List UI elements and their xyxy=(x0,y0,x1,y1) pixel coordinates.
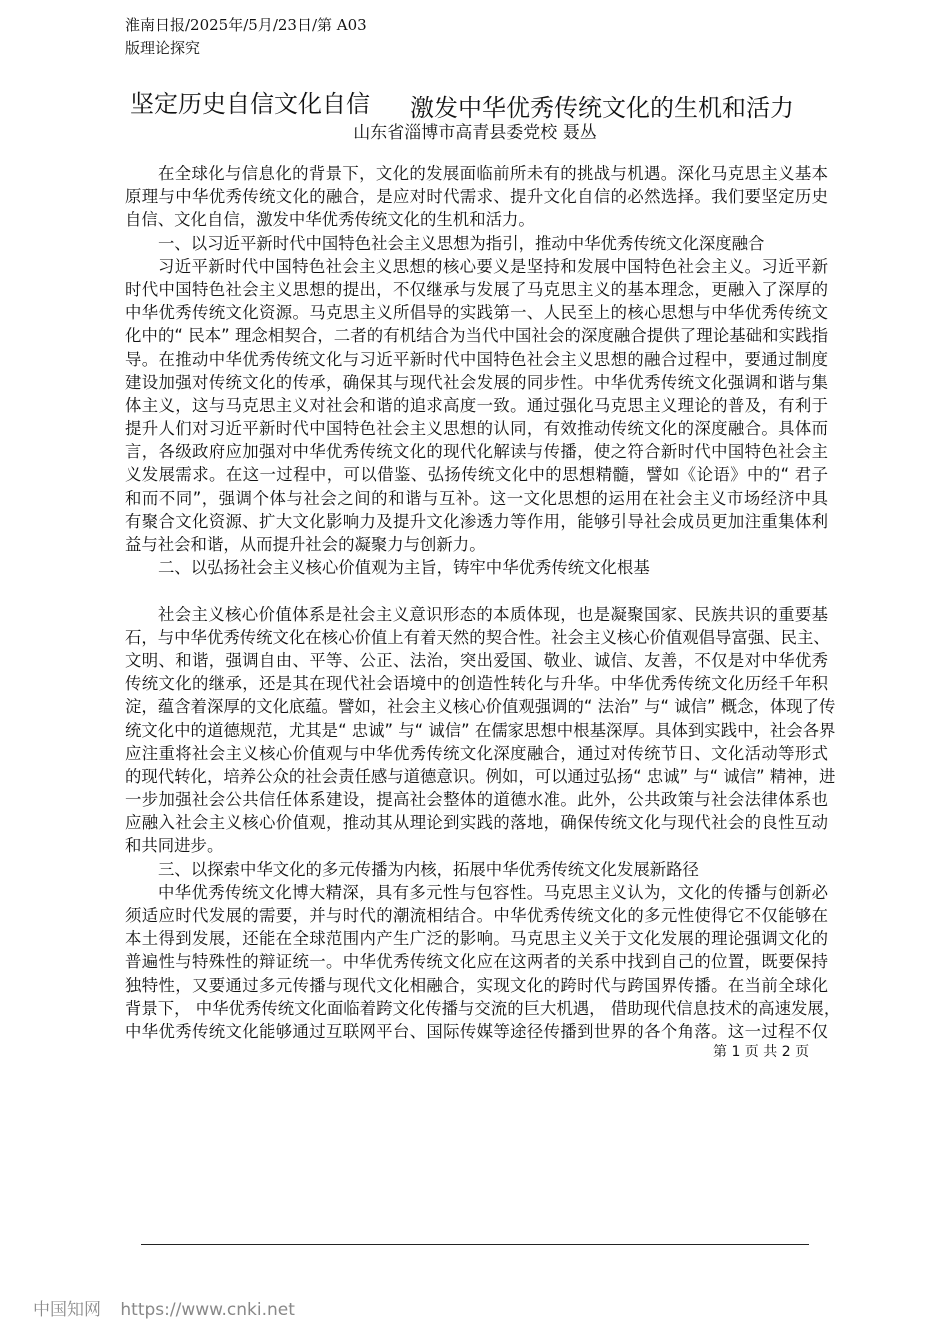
text-line: 义发展需求。在这一过程中，可以借鉴、弘扬传统文化中的思想精髓，譬如《论语》中的“ 君子 xyxy=(125,465,828,485)
paragraph xyxy=(125,255,828,556)
text-line: 原理与中华优秀传统文化的融合，是应对时代需求、提升文化自信的必然选择。我们要坚定历史 xyxy=(125,187,828,207)
text-line: 普遍性与特殊性的辩证统一。中华优秀传统文化应在这两者的关系中找到自己的位置，既要保持 xyxy=(125,952,828,972)
section-heading xyxy=(125,232,828,255)
text-line: 石，与中华优秀传统文化在核心价值上有着天然的契合性。社会主义核心价值观倡导富强、民主、 xyxy=(125,627,830,647)
source-line-1: 淮南日报/2025年/5月/23日/第 A03 xyxy=(125,16,367,34)
text-line: 益与社会和谐，从而提升社会的凝聚力与创新力。 xyxy=(125,535,486,554)
paragraph xyxy=(125,162,828,232)
text-line: 时代中国特色社会主义思想的提出，不仅继承与发展了马克思主义的基本理念，更融入了深厚的 xyxy=(125,279,828,299)
text-line: 中华优秀传统文化能够通过互联网平台、国际传媒等途径传播到世界的各个角落。这一过程不仅 xyxy=(125,1021,828,1041)
footer xyxy=(33,1295,309,1320)
text-line: 和共同进步。 xyxy=(125,836,224,856)
text-line: 中华优秀传统文化资源。马克思主义所倡导的实践第一、人民至上的核心思想与中华优秀传统文 xyxy=(125,303,828,323)
text-line: 言，各级政府应加强对中华优秀传统文化的现代化解读与传播，使之符合新时代中国特色社会主 xyxy=(125,442,828,462)
text-line: 导。在推动中华优秀传统文化与习近平新时代中国特色社会主义思想的融合过程中，要通过制度 xyxy=(125,349,828,369)
text-line: 独特性，又要通过多元传播与现代文化相融合，实现文化的跨时代与跨国界传播。在当前全球化 xyxy=(125,975,828,995)
text-line: 自信、文化自信，激发中华优秀传统文化的生机和活力。 xyxy=(125,210,535,230)
text-line: 在全球化与信息化的背景下，文化的发展面临前所未有的挑战与机遇。深化马克思主义基本 xyxy=(158,164,828,183)
text-line: 中华优秀传统文化博大精深，具有多元性与包容性。马克思主义认为，文化的传播与创新必 xyxy=(158,882,828,902)
text-line: 淀，蕴含着深厚的文化底蕴。譬如，社会主义核心价值观强调的“ 法治” 与“ 诚信” 概念，体现了传 xyxy=(125,697,836,717)
divider xyxy=(141,1244,809,1245)
article-body xyxy=(125,162,841,1043)
text-line: 建设加强对传统文化的传承，确保其与现代社会发展的同步性。中华优秀传统文化强调和谐与集 xyxy=(125,372,828,392)
text-line: 一、以习近平新时代中国特色社会主义思想为指引，推动中华优秀传统文化深度融合 xyxy=(158,233,765,253)
text-line: 二、以弘扬社会主义核心价值观为主旨，铸牢中华优秀传统文化根基 xyxy=(158,558,650,578)
text-line: 应注重将社会主义核心价值观与中华优秀传统文化深度融合，通过对传统节日、文化活动等形式 xyxy=(125,743,828,763)
text-line: 提升人们对习近平新时代中国特色社会主义思想的认同，有效推动传统文化的深度融合。具体而 xyxy=(125,419,828,439)
text-line: 和而不同”，强调个体与社会之间的和谐与互补。这一文化思想的运用在社会主义市场经济中具 xyxy=(125,488,828,508)
source-header xyxy=(125,14,367,60)
section-heading xyxy=(125,556,828,579)
cnki-logo-text: 中国知网 xyxy=(33,1300,101,1320)
text-line: 化中的“ 民本” 理念相契合，二者的有机结合为当代中国社会的深度融合提供了理论基础和实践指 xyxy=(125,326,828,346)
text-line: 本土得到发展，还能在全球范围内产生广泛的影响。马克思主义关于文化发展的理论强调文化的 xyxy=(125,929,828,949)
text-line: 统文化中的道德规范，尤其是“ 忠诚” 与“ 诚信” 在儒家思想中根基深厚。具体到实践中，社会各界 xyxy=(125,720,836,740)
text-line: 传统文化的继承，还是其在现代社会语境中的创造性转化与升华。中华优秀传统文化历经千年积 xyxy=(125,674,828,694)
section-heading xyxy=(125,858,828,881)
footer-url[interactable]: https://www.cnki.net xyxy=(120,1300,295,1320)
paragraph xyxy=(125,881,841,1043)
text-line: 习近平新时代中国特色社会主义思想的核心要义是坚持和发展中国特色社会主义。习近平新 xyxy=(158,256,828,276)
paragraph xyxy=(125,603,836,858)
text-line: 有聚合文化资源、扩大文化影响力及提升文化渗透力等作用，能够引导社会成员更加注重集体利 xyxy=(125,511,828,531)
text-line: 文明、和谐，强调自由、平等、公正、法治，突出爱国、敬业、诚信、友善，不仅是对中华优秀 xyxy=(125,650,828,670)
author-line: 山东省淄博市高青县委党校 聂丛 xyxy=(353,123,597,143)
title-main: 坚定历史自信文化自信 xyxy=(130,90,370,118)
title-sub: 激发中华优秀传统文化的生机和活力 xyxy=(410,94,794,122)
text-line: 须适应时代发展的需要，并与时代的潮流相结合。中华优秀传统文化的多元性使得它不仅能够在 xyxy=(125,906,828,925)
text-line: 应融入社会主义核心价值观，推动其从理论到实践的落地，确保传统文化与现代社会的良性互动 xyxy=(125,813,828,833)
page-number: 第 1 页 共 2 页 xyxy=(713,1044,810,1060)
text-line: 的现代转化，培养公众的社会责任感与道德意识。例如，可以通过弘扬“ 忠诚” 与“ 诚信” 精神，进 xyxy=(125,766,836,786)
text-line: 一步加强社会公共信任体系建设，提高社会整体的道德水准。此外，公共政策与社会法律体系也 xyxy=(125,790,828,810)
blank-line xyxy=(125,579,828,602)
source-line-2: 版理论探究 xyxy=(125,39,201,57)
text-line: 体主义，这与马克思主义对社会和谐的追求高度一致。通过强化马克思主义理论的普及，有利于 xyxy=(125,395,828,415)
text-line: 社会主义核心价值体系是社会主义意识形态的本质体现，也是凝聚国家、民族共识的重要基 xyxy=(158,604,828,624)
text-line: 三、以探索中华文化的多元传播为内核，拓展中华优秀传统文化发展新路径 xyxy=(158,859,699,879)
text-line: 背景下， 中华优秀传统文化面临着跨文化传播与交流的巨大机遇， 借助现代信息技术的高速发展， xyxy=(125,998,841,1018)
